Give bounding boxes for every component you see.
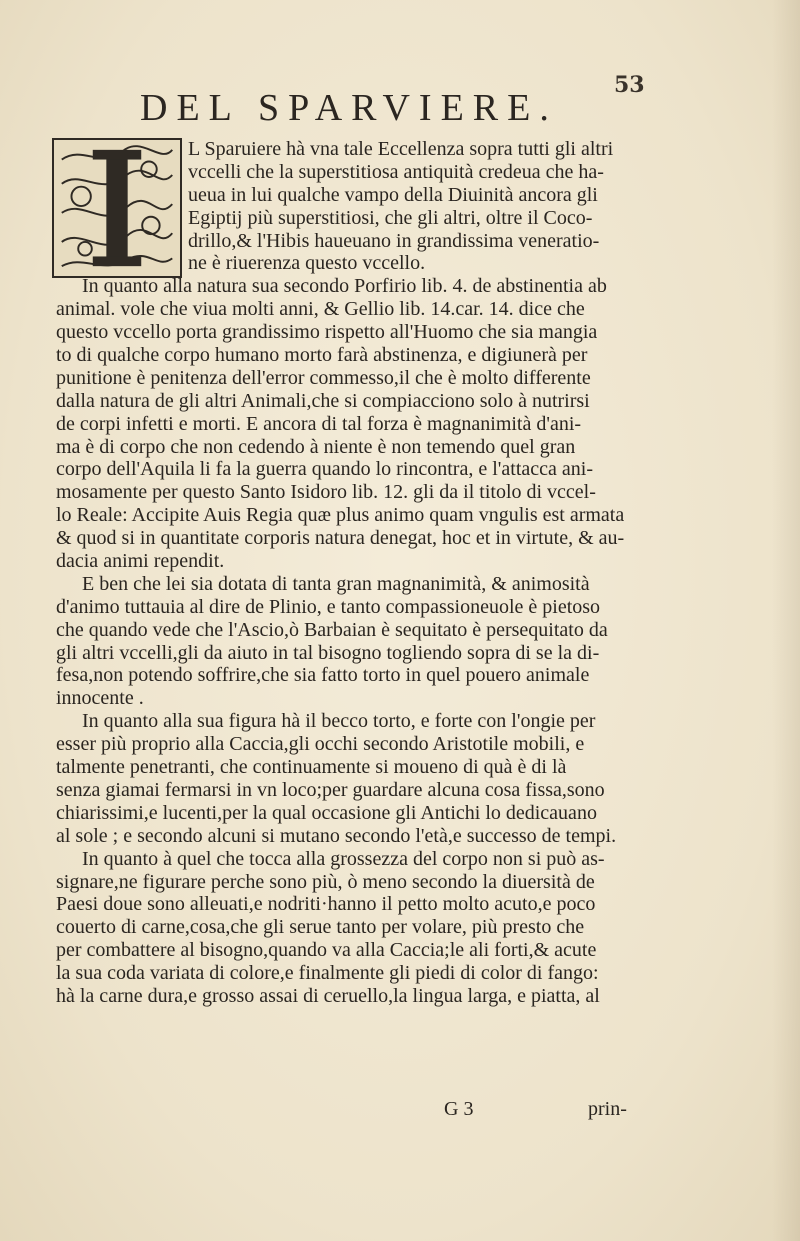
- text-line: d'animo tuttauia al dire de Plinio, e tanto compassioneuole è pietoso: [56, 595, 601, 618]
- text-line: L Sparuiere hà vna tale Eccellenza sopra tutti gli altri: [188, 138, 614, 160]
- text-line: In quanto à quel che tocca alla grossezza del corpo non si può as-: [82, 847, 605, 870]
- text-line: In quanto alla natura sua secondo Porfirio lib. 4. de abstinentia ab: [82, 275, 607, 298]
- text-line: dalla natura de gli altri Animali,che si compiacciono solo à nutrirsi: [56, 389, 590, 412]
- text-line: al sole ; e secondo alcuni si mutano secondo l'età,e successo de tempi.: [56, 824, 617, 847]
- text-line: esser più proprio alla Caccia,gli occhi secondo Aristotile mobili, e: [56, 733, 585, 756]
- text-line: ne è riuerenza questo vccello.: [188, 252, 426, 275]
- page-number: 53: [614, 72, 645, 98]
- text-line: gli altri vccelli,gli da aiuto in tal bisogno togliendo sopra di se la di-: [56, 641, 600, 664]
- text-line: senza giamai fermarsi in vn loco;per guardare alcuna cosa fissa,sono: [56, 778, 605, 801]
- text-line: talmente penetranti, che continuamente si moueno di quà è di là: [56, 756, 567, 779]
- text-line: mosamente per questo Santo Isidoro lib. 12. gli da il titolo di vccel-: [56, 481, 596, 504]
- text-line: punitione è penitenza dell'error commesso,il che è molto differente: [56, 366, 591, 389]
- text-line: In quanto alla sua figura hà il becco torto, e forte con l'ongie per: [82, 710, 596, 733]
- text-line: & quod si in quantitate corporis natura denegat, hoc et in virtute, & au-: [56, 527, 625, 550]
- text-line: lo Reale: Accipite Auis Regia quæ plus animo quam vngulis est armata: [56, 504, 625, 527]
- text-line: ma è di corpo che non cedendo à niente è non temendo quel gran: [56, 435, 576, 458]
- catchword: prin-: [588, 1098, 627, 1120]
- text-line: couerto di carne,cosa,che gli serue tanto per volare, più presto che: [56, 916, 585, 939]
- text-line: corpo dell'Aquila li fa la guerra quando lo rincontra, e l'attacca ani-: [56, 458, 593, 481]
- text-line: che quando vede che l'Ascio,ò Barbaian è sequitato è persequitato da: [56, 618, 608, 641]
- text-line: drillo,& l'Hibis haueuano in grandissima veneratio-: [188, 229, 600, 252]
- text-line: hà la carne dura,e grosso assai di ceruello,la lingua larga, e piatta, al: [56, 984, 600, 1007]
- text-line: chiarissimi,e lucenti,per la qual occasione gli Antichi lo dedicauano: [56, 801, 597, 824]
- text-line: dacia animi rependit.: [56, 550, 225, 573]
- text-line: E ben che lei sia dotata di tanta gran magnanimità, & animosità: [82, 572, 590, 595]
- text-line: fesa,non potendo soffrire,che sia fatto torto in quel pouero animale: [56, 664, 590, 687]
- text-line: Paesi doue sono alleuati,e nodriti·hanno il petto molto acuto,e poco: [56, 893, 596, 916]
- page-edge-shadow: [772, 0, 800, 1241]
- text-line: animal. vole che viua molti anni, & Gellio lib. 14.car. 14. dice che: [56, 298, 585, 321]
- text-line: vccelli che la superstitiosa antiquità credeua che ha-: [188, 160, 604, 183]
- text-line: la sua coda variata di colore,e finalmente gli piedi di color di fango:: [56, 962, 599, 985]
- text-line: Egiptij più superstitiosi, che gli altri, oltre il Coco-: [188, 206, 593, 229]
- text-line: questo vccello porta grandissimo rispetto all'Huomo che sia mangia: [56, 321, 598, 344]
- text-line: de corpi infetti e morti. E ancora di tal forza è magnanimità d'ani-: [56, 412, 582, 435]
- text-line: to di qualche corpo humano morto farà abstinenza, e digiunerà per: [56, 344, 588, 367]
- chapter-title: DEL SPARVIERE.: [140, 87, 558, 129]
- text-line: signare,ne figurare perche sono più, ò meno secondo la diuersità de: [56, 870, 595, 893]
- signature-mark: G 3: [444, 1098, 474, 1120]
- body-text: [56, 138, 674, 1008]
- text-line: per combattere al bisogno,quando va alla Caccia;le ali forti,& acute: [56, 939, 597, 962]
- text-line: ueua in lui qualche vampo della Diuinità ancora gli: [188, 183, 598, 206]
- text-line: innocente .: [56, 687, 144, 710]
